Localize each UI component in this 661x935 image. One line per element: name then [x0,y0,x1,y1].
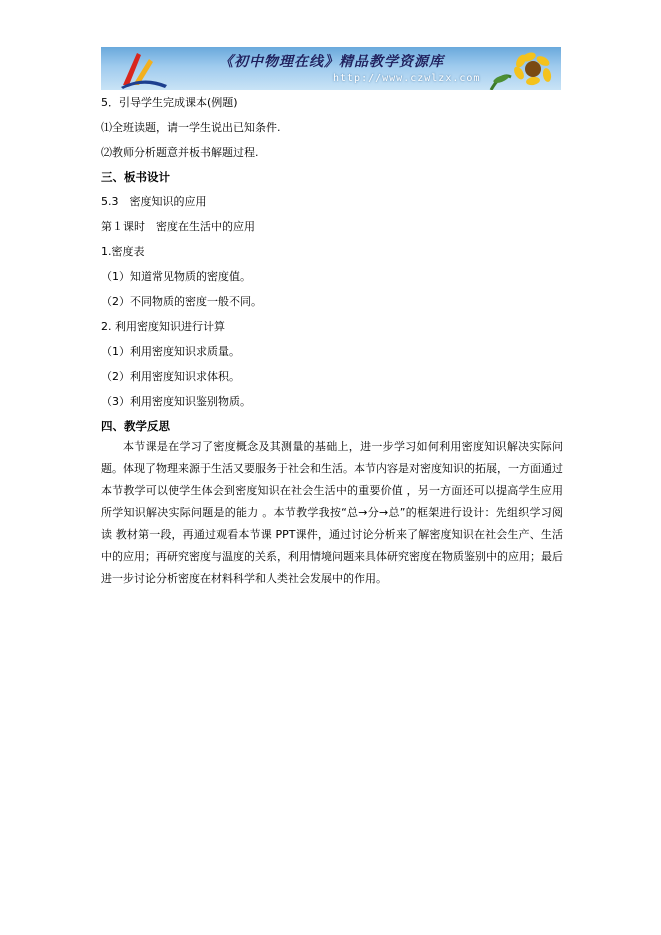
step-5-item-1: ⑴全班读题，请一学生说出已知条件. [101,121,281,134]
board-lesson-title: 第１课时 密度在生活中的应用 [101,220,255,233]
board-item-1-2: （2）不同物质的密度一般不同。 [101,295,262,308]
reflection-paragraph: 本节课是在学习了密度概念及其测量的基础上，进一步学习如何利用密度知识解决实际问题。体现了物理来源于生活又要服务于社会和生活。本节内容是对密度知识的拓展，一方面通过本节教学可以使学生体会到密度知识在社会生活中的重要价值 ，另一方面还可以提高学生应用所学知识解决实际问题是的能力 。本节教学我按“总→分→总”的框架进行设计：先组织学习阅读 教材第一段，再通过观看本节课 PPT课件，通过讨论分析来了解密度知识在社会生产、生活中的应用；再研究密度与温度的关系，利用情境问题来具体研究密度在物质鉴别中的应用；最后进一步讨论分析密度在材料科学和人类社会发展中的作用。 [101,440,563,585]
site-url[interactable]: http://www.czwlzx.com [333,73,481,84]
step-5: 5．引导学生完成课本(例题) [101,96,238,109]
logo-icon [115,49,175,89]
section-heading-reflection: 四、教学反思 [101,419,170,433]
board-item-2-1: （1）利用密度知识求质量。 [101,345,240,358]
sunflower-icon [471,47,561,90]
site-title: 《初中物理在线》精品教学资源库 [219,54,444,70]
section-heading-board-design: 三、板书设计 [101,170,170,184]
board-item-2-2: （2）利用密度知识求体积。 [101,370,240,383]
step-5-item-2: ⑵教师分析题意并板书解题过程. [101,146,259,159]
board-item-2: 2. 利用密度知识进行计算 [101,320,225,333]
header-banner [101,47,561,90]
board-item-1-1: （1）知道常见物质的密度值。 [101,270,251,283]
document-body [101,96,563,590]
board-item-1: 1.密度表 [101,245,145,258]
board-item-2-3: （3）利用密度知识鉴别物质。 [101,395,251,408]
board-section-number: 5.3 密度知识的应用 [101,195,207,208]
